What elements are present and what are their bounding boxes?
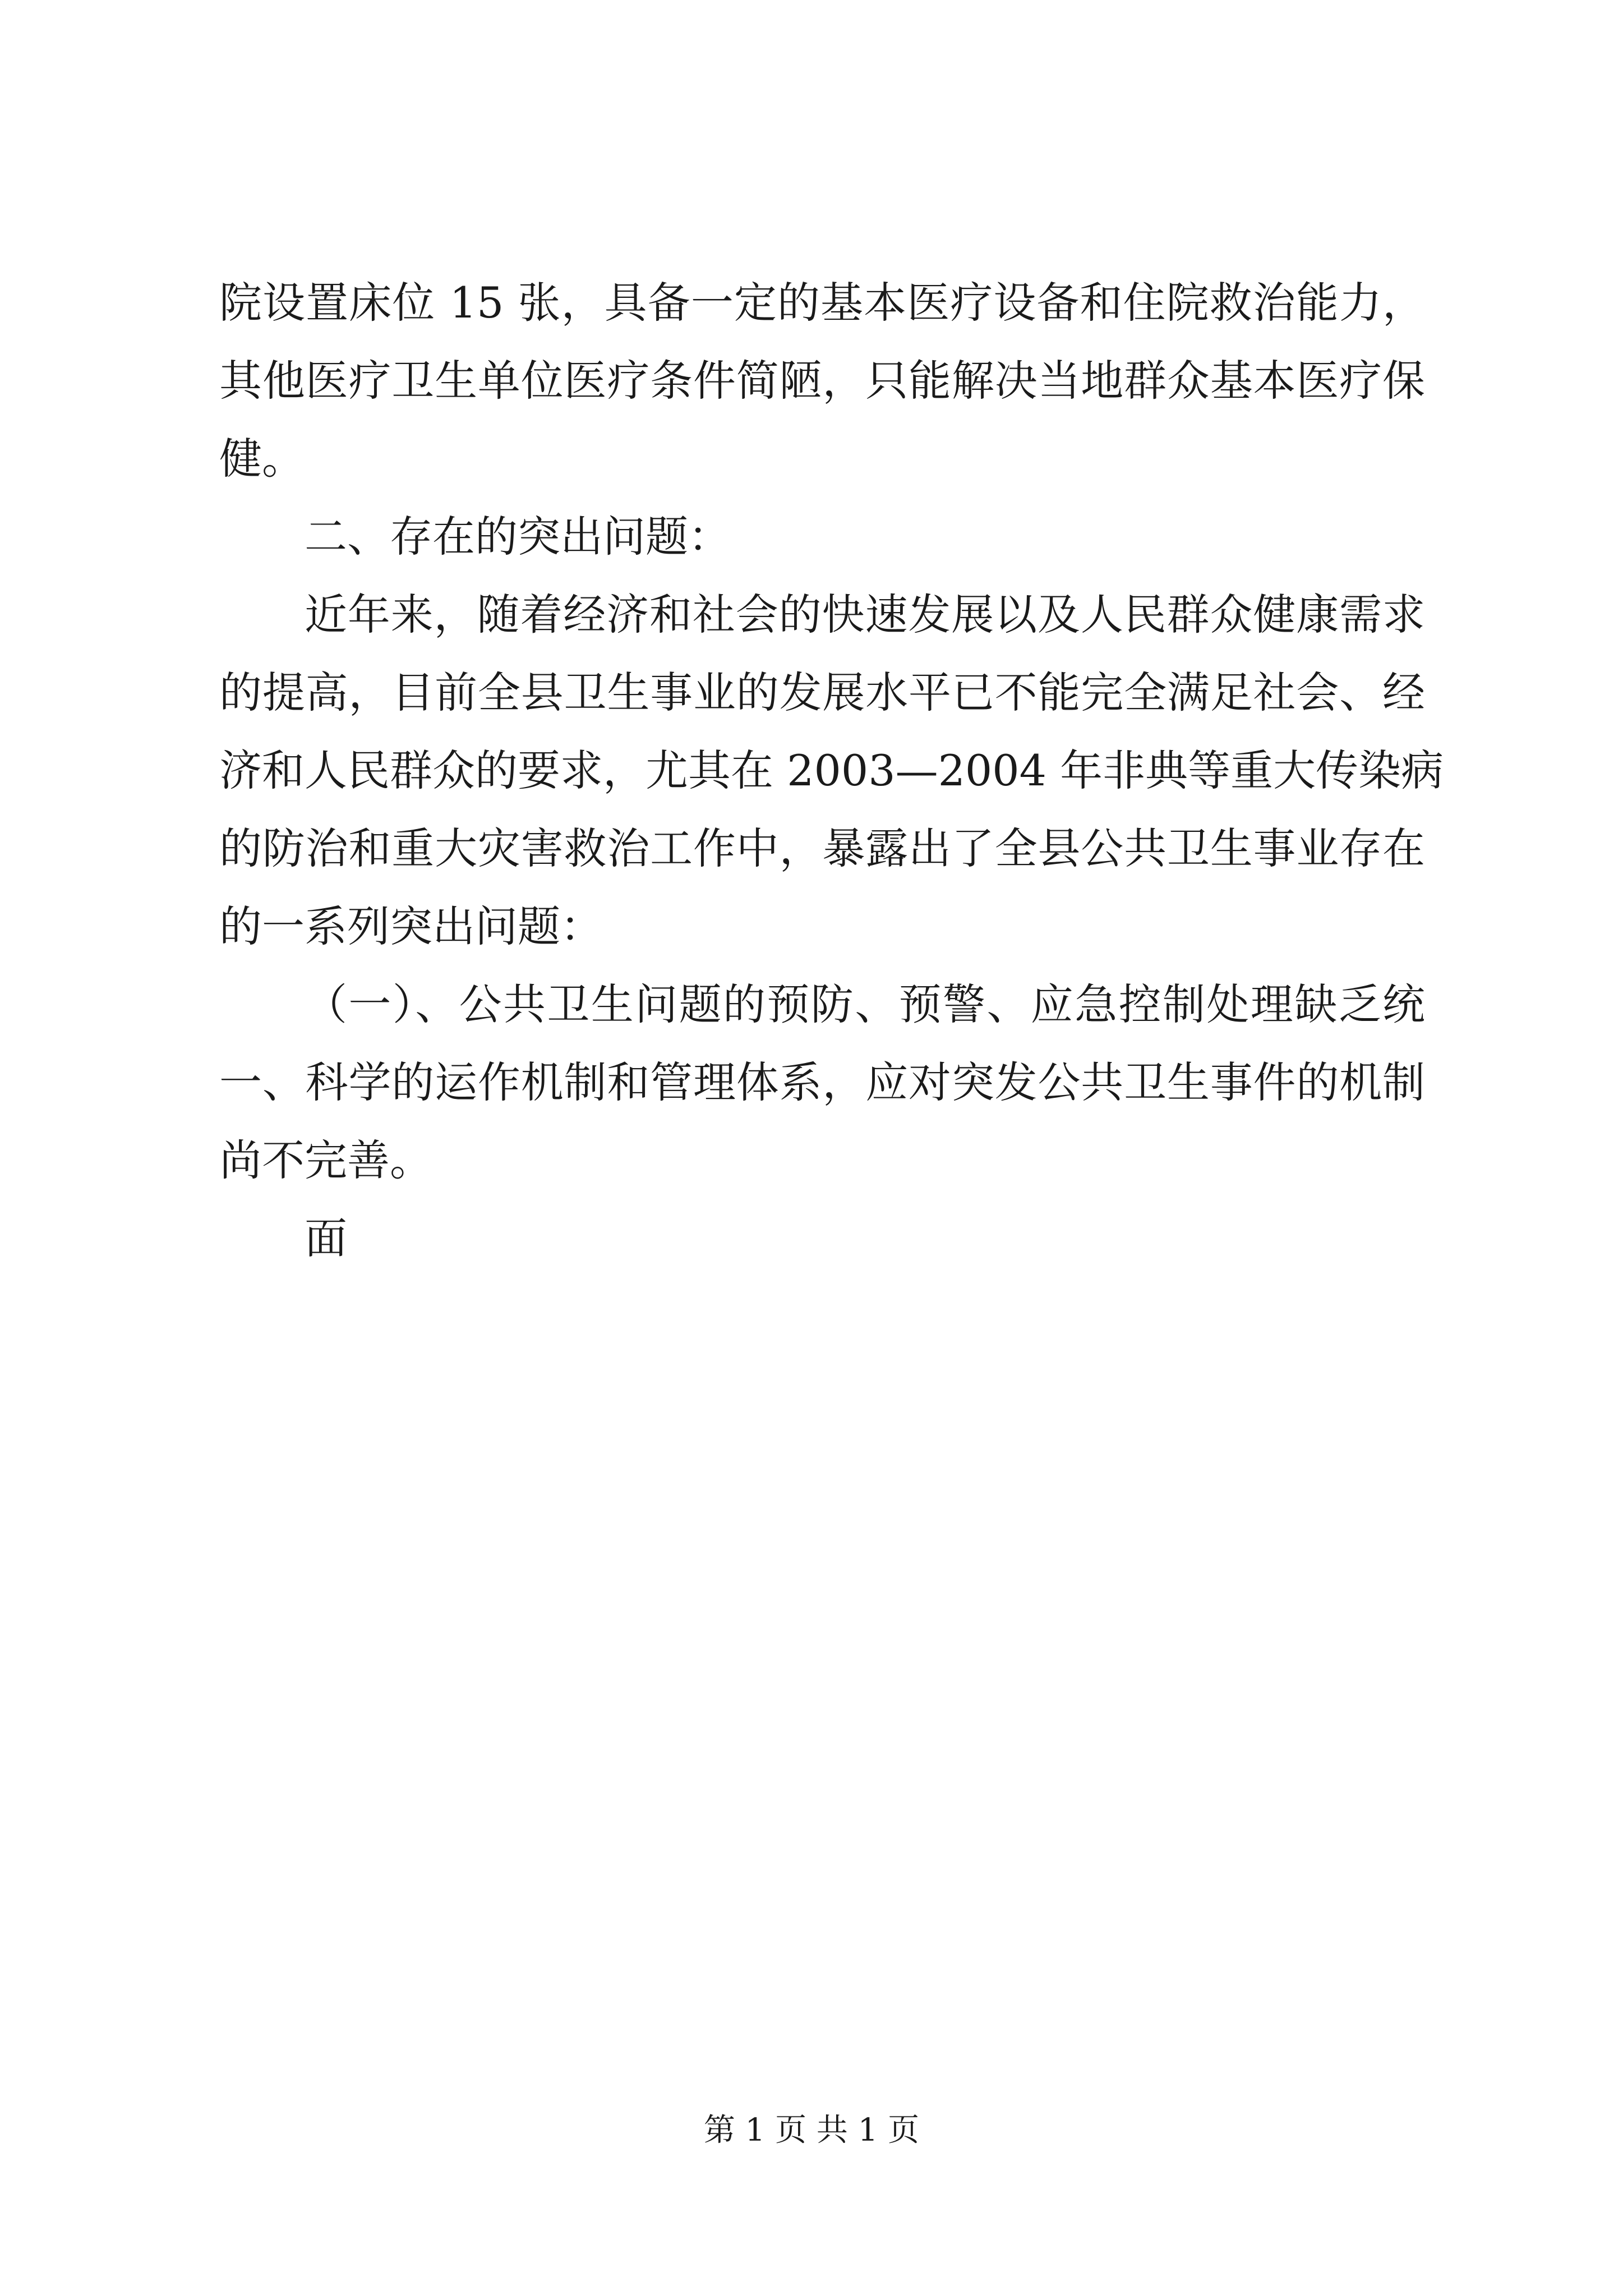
text-line: 近年来，随着经济和社会的快速发展以及人民群众健康需求 (305, 590, 1425, 639)
text-line: 其他医疗卫生单位医疗条件简陋，只能解决当地群众基本医疗保 (219, 356, 1425, 406)
text-line: 济和人民群众的要求，尤其在 2003—2004 年非典等重大传染病 (219, 746, 1444, 795)
section-heading: 二、存在的突出问题： (305, 512, 731, 562)
text-line: （一）、公共卫生问题的预防、预警、应急控制处理缺乏统 (305, 979, 1425, 1029)
text-line: 的一系列突出问题： (219, 901, 603, 951)
text-line: 一、科学的运作机制和管理体系，应对突发公共卫生事件的机制 (219, 1057, 1425, 1107)
document-body (219, 264, 1444, 1277)
text-line: 院设置床位 15 张，具备一定的基本医疗设备和住院救治能力， (219, 278, 1425, 328)
text-line: 的提高，目前全县卫生事业的发展水平已不能完全满足社会、经 (219, 668, 1425, 717)
text-line: 面 (305, 1213, 347, 1263)
page-number-footer: 第 1 页 共 1 页 (703, 2112, 920, 2148)
text-line: 尚不完善。 (219, 1135, 432, 1185)
text-line: 的防治和重大灾害救治工作中，暴露出了全县公共卫生事业存在 (219, 823, 1425, 873)
text-line: 健。 (219, 434, 305, 484)
